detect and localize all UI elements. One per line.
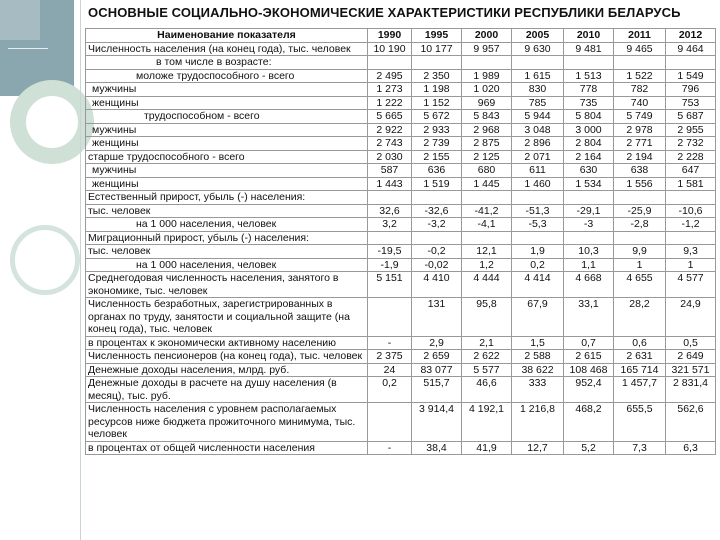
row-value: 5 665 [368, 110, 412, 124]
row-value: 10 190 [368, 42, 412, 56]
row-value [368, 231, 412, 245]
row-value: 5 944 [512, 110, 564, 124]
row-value [462, 191, 512, 205]
row-label: Естественный прирост, убыль (-) населения: [86, 191, 368, 205]
row-value: 2,9 [412, 336, 462, 350]
row-value: 4 444 [462, 272, 512, 298]
row-value: 647 [666, 164, 716, 178]
row-value: 2 739 [412, 137, 462, 151]
row-value: -2,8 [614, 218, 666, 232]
row-value: 2,1 [462, 336, 512, 350]
row-value: 1 [666, 258, 716, 272]
table-row [86, 56, 716, 70]
row-value: 2 125 [462, 150, 512, 164]
row-label: мужчины [86, 83, 368, 97]
row-value: 2 030 [368, 150, 412, 164]
row-value: 9 465 [614, 42, 666, 56]
row-value: -4,1 [462, 218, 512, 232]
row-value [412, 191, 462, 205]
row-value: 2 732 [666, 137, 716, 151]
row-value [368, 403, 412, 442]
table-row [86, 258, 716, 272]
row-label: тыс. человек [86, 245, 368, 259]
table-row [86, 42, 716, 56]
row-value: 1 457,7 [614, 377, 666, 403]
row-label: в процентах к экономически активному населению [86, 336, 368, 350]
row-value: 2 896 [512, 137, 564, 151]
row-value: -3,2 [412, 218, 462, 232]
table-row [86, 177, 716, 191]
row-label: Денежные доходы в расчете на душу населения (в месяц), тыс. руб. [86, 377, 368, 403]
row-value: 952,4 [564, 377, 614, 403]
row-value: 2 771 [614, 137, 666, 151]
decorative-vertical-rule [80, 0, 81, 540]
row-value: 1 615 [512, 69, 564, 83]
row-value: 2 955 [666, 123, 716, 137]
row-value: 778 [564, 83, 614, 97]
row-label: в процентах от общей численности населения [86, 441, 368, 455]
row-label: женщины [86, 177, 368, 191]
row-value: 9 630 [512, 42, 564, 56]
row-value: 4 192,1 [462, 403, 512, 442]
row-value: 969 [462, 96, 512, 110]
table-row [86, 245, 716, 259]
row-value: 1 581 [666, 177, 716, 191]
row-label: Численность пенсионеров (на конец года), тыс. человек [86, 350, 368, 364]
header-year: 2005 [512, 29, 564, 43]
row-value [368, 191, 412, 205]
row-value: 1 216,8 [512, 403, 564, 442]
row-label: Численность населения (на конец года), тыс. человек [86, 42, 368, 56]
table-row [86, 218, 716, 232]
row-value: 4 668 [564, 272, 614, 298]
row-label: старше трудоспособного - всего [86, 150, 368, 164]
row-value: 1 443 [368, 177, 412, 191]
row-value: - [368, 441, 412, 455]
row-value: -1,9 [368, 258, 412, 272]
row-value: 796 [666, 83, 716, 97]
row-label: мужчины [86, 164, 368, 178]
row-label: женщины [86, 96, 368, 110]
row-value: 0,6 [614, 336, 666, 350]
row-value: 2 933 [412, 123, 462, 137]
row-value [564, 56, 614, 70]
row-value: - [368, 336, 412, 350]
table-row [86, 137, 716, 151]
row-value: 95,8 [462, 298, 512, 337]
row-value: 740 [614, 96, 666, 110]
row-value: 2 588 [512, 350, 564, 364]
table-row [86, 403, 716, 442]
row-value [368, 298, 412, 337]
row-value: 165 714 [614, 363, 666, 377]
indicators-table [85, 28, 716, 455]
row-value: 0,2 [512, 258, 564, 272]
row-value: 1 522 [614, 69, 666, 83]
row-value: 12,7 [512, 441, 564, 455]
row-value: 1,9 [512, 245, 564, 259]
row-value: 2 649 [666, 350, 716, 364]
row-value: -29,1 [564, 204, 614, 218]
row-value: 24 [368, 363, 412, 377]
row-value: -1,2 [666, 218, 716, 232]
row-value: 5,2 [564, 441, 614, 455]
row-value [666, 191, 716, 205]
row-label: Среднегодовая численность населения, занятого в экономике, тыс. человек [86, 272, 368, 298]
header-year: 1995 [412, 29, 462, 43]
row-value: 5 804 [564, 110, 614, 124]
row-value [462, 231, 512, 245]
row-label: тыс. человек [86, 204, 368, 218]
row-value [614, 191, 666, 205]
row-value: 2 631 [614, 350, 666, 364]
row-label: женщины [86, 137, 368, 151]
row-value: 12,1 [462, 245, 512, 259]
row-value: 753 [666, 96, 716, 110]
row-value: 1 460 [512, 177, 564, 191]
row-value: 1 445 [462, 177, 512, 191]
header-year: 2012 [666, 29, 716, 43]
slide-title: ОСНОВНЫЕ СОЦИАЛЬНО-ЭКОНОМИЧЕСКИЕ ХАРАКТЕРИСТИКИ РЕСПУБЛИКИ БЕЛАРУСЬ [88, 5, 681, 20]
row-value: -5,3 [512, 218, 564, 232]
row-value: 33,1 [564, 298, 614, 337]
row-value: 2 804 [564, 137, 614, 151]
row-value [462, 56, 512, 70]
row-value: 2 615 [564, 350, 614, 364]
row-value: -0,02 [412, 258, 462, 272]
row-value: 1 513 [564, 69, 614, 83]
row-value [512, 231, 564, 245]
left-decorative-band [0, 0, 78, 540]
row-value: -3 [564, 218, 614, 232]
row-value: 3 000 [564, 123, 614, 137]
row-value: 1,1 [564, 258, 614, 272]
row-value: 1 020 [462, 83, 512, 97]
row-value: 611 [512, 164, 564, 178]
row-value: 2 622 [462, 350, 512, 364]
row-value [564, 191, 614, 205]
row-label: Миграционный прирост, убыль (-) населения: [86, 231, 368, 245]
row-value: -25,9 [614, 204, 666, 218]
row-value: 41,9 [462, 441, 512, 455]
row-value: 9 957 [462, 42, 512, 56]
row-label: мужчины [86, 123, 368, 137]
row-value: -51,3 [512, 204, 564, 218]
row-label: на 1 000 населения, человек [86, 258, 368, 272]
row-value: 2 155 [412, 150, 462, 164]
table-row [86, 336, 716, 350]
row-value: 1 519 [412, 177, 462, 191]
row-value: -0,2 [412, 245, 462, 259]
row-value: 2 228 [666, 150, 716, 164]
row-value: 3 914,4 [412, 403, 462, 442]
row-value: 7,3 [614, 441, 666, 455]
row-value: 38,4 [412, 441, 462, 455]
table-row [86, 191, 716, 205]
row-value: 3,2 [368, 218, 412, 232]
row-value: 28,2 [614, 298, 666, 337]
row-value: 587 [368, 164, 412, 178]
row-value [666, 231, 716, 245]
row-value [614, 231, 666, 245]
row-value: 655,5 [614, 403, 666, 442]
table-row [86, 110, 716, 124]
row-value: 2 922 [368, 123, 412, 137]
row-value: 1 273 [368, 83, 412, 97]
row-value: -19,5 [368, 245, 412, 259]
row-value: 1 [614, 258, 666, 272]
row-value: 46,6 [462, 377, 512, 403]
row-value [564, 231, 614, 245]
row-value: 9 481 [564, 42, 614, 56]
header-indicator: Наименование показателя [86, 29, 368, 43]
table-row [86, 441, 716, 455]
row-value [412, 231, 462, 245]
row-value: 5 672 [412, 110, 462, 124]
table-row [86, 69, 716, 83]
table-row [86, 123, 716, 137]
row-value: 2 164 [564, 150, 614, 164]
table-row [86, 83, 716, 97]
row-value: 10,3 [564, 245, 614, 259]
row-label: моложе трудоспособного - всего [86, 69, 368, 83]
row-value: 782 [614, 83, 666, 97]
row-value: 131 [412, 298, 462, 337]
row-value: 4 414 [512, 272, 564, 298]
table-header-row [86, 29, 716, 43]
table-row [86, 272, 716, 298]
row-value: 333 [512, 377, 564, 403]
row-value: 4 410 [412, 272, 462, 298]
row-value: 0,7 [564, 336, 614, 350]
header-year: 1990 [368, 29, 412, 43]
row-label: в том числе в возрасте: [86, 56, 368, 70]
row-value: 67,9 [512, 298, 564, 337]
row-label: на 1 000 населения, человек [86, 218, 368, 232]
row-value [614, 56, 666, 70]
table-row [86, 363, 716, 377]
row-value: 38 622 [512, 363, 564, 377]
row-value: 1,5 [512, 336, 564, 350]
decorative-line [8, 48, 48, 49]
row-value: 2 194 [614, 150, 666, 164]
table-row [86, 164, 716, 178]
row-value: 1 222 [368, 96, 412, 110]
table-row [86, 96, 716, 110]
table-row [86, 350, 716, 364]
row-value: 4 577 [666, 272, 716, 298]
decorative-ring [10, 80, 94, 164]
row-value: 9,3 [666, 245, 716, 259]
row-value: 2 743 [368, 137, 412, 151]
header-year: 2000 [462, 29, 512, 43]
row-value: 10 177 [412, 42, 462, 56]
row-value: 1 534 [564, 177, 614, 191]
row-value: 5 843 [462, 110, 512, 124]
row-value: -32,6 [412, 204, 462, 218]
row-label: Численность безработных, зарегистрированных в органах по труду, занятости и социальной защите (на конец года), тыс. человек [86, 298, 368, 337]
row-value: 1 198 [412, 83, 462, 97]
row-value: -10,6 [666, 204, 716, 218]
table-row [86, 150, 716, 164]
row-value: 321 571 [666, 363, 716, 377]
row-value: 1 549 [666, 69, 716, 83]
row-value: 5 577 [462, 363, 512, 377]
row-value: 2 968 [462, 123, 512, 137]
table-row [86, 231, 716, 245]
row-value: 9 464 [666, 42, 716, 56]
row-value: 83 077 [412, 363, 462, 377]
row-value: 1 989 [462, 69, 512, 83]
row-value: 2 978 [614, 123, 666, 137]
row-value: 32,6 [368, 204, 412, 218]
row-value: 468,2 [564, 403, 614, 442]
row-value: -41,2 [462, 204, 512, 218]
row-value: 562,6 [666, 403, 716, 442]
row-value: 5 151 [368, 272, 412, 298]
row-value: 108 468 [564, 363, 614, 377]
row-value: 0,2 [368, 377, 412, 403]
decorative-square-inner [0, 0, 40, 40]
row-value: 638 [614, 164, 666, 178]
row-value: 2 495 [368, 69, 412, 83]
row-value: 680 [462, 164, 512, 178]
table-row [86, 204, 716, 218]
row-value [368, 56, 412, 70]
row-value: 785 [512, 96, 564, 110]
row-label: трудоспособном - всего [86, 110, 368, 124]
row-value: 2 831,4 [666, 377, 716, 403]
row-value: 1,2 [462, 258, 512, 272]
table-row [86, 377, 716, 403]
row-value [512, 191, 564, 205]
row-value: 0,5 [666, 336, 716, 350]
row-value: 735 [564, 96, 614, 110]
decorative-ring-small [10, 225, 80, 295]
header-year: 2011 [614, 29, 666, 43]
row-value: 9,9 [614, 245, 666, 259]
row-value: 2 659 [412, 350, 462, 364]
row-value: 2 350 [412, 69, 462, 83]
row-value: 5 749 [614, 110, 666, 124]
header-year: 2010 [564, 29, 614, 43]
row-value: 2 875 [462, 137, 512, 151]
row-value: 1 556 [614, 177, 666, 191]
row-value: 1 152 [412, 96, 462, 110]
row-value: 2 375 [368, 350, 412, 364]
row-value [412, 56, 462, 70]
row-value: 4 655 [614, 272, 666, 298]
row-label: Денежные доходы населения, млрд. руб. [86, 363, 368, 377]
row-value: 5 687 [666, 110, 716, 124]
table-row [86, 298, 716, 337]
row-value: 636 [412, 164, 462, 178]
row-value: 2 071 [512, 150, 564, 164]
row-value: 630 [564, 164, 614, 178]
row-label: Численность населения с уровнем располагаемых ресурсов ниже бюджета прожиточного минимума, тыс. человек [86, 403, 368, 442]
row-value: 830 [512, 83, 564, 97]
row-value: 6,3 [666, 441, 716, 455]
row-value: 24,9 [666, 298, 716, 337]
row-value [666, 56, 716, 70]
row-value [512, 56, 564, 70]
row-value: 3 048 [512, 123, 564, 137]
row-value: 515,7 [412, 377, 462, 403]
